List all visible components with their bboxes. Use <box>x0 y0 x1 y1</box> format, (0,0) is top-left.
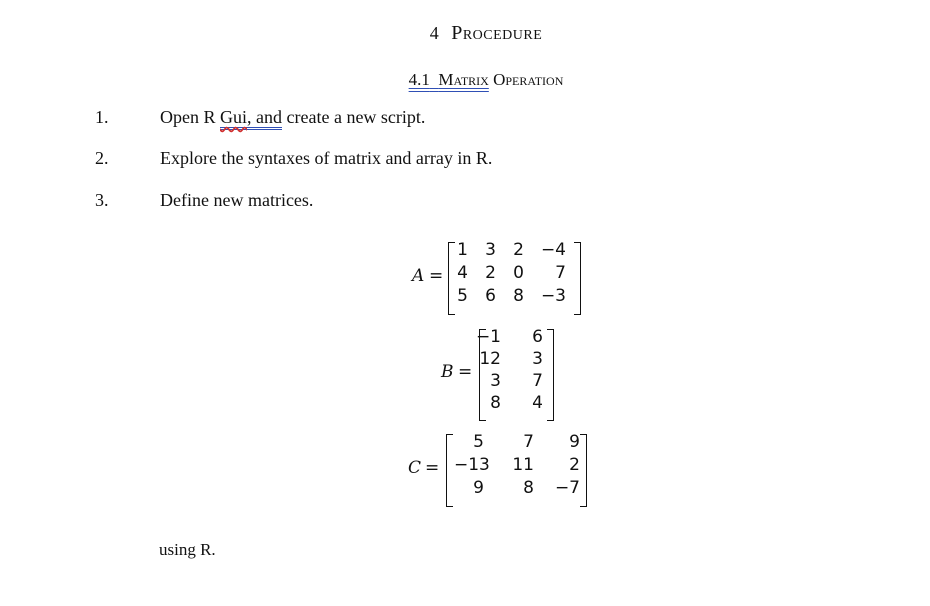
left-bracket <box>446 434 453 507</box>
list-number: 3. <box>95 190 109 210</box>
right-bracket <box>547 329 554 421</box>
matrix-cell: −7 <box>554 478 580 498</box>
section-heading <box>0 22 930 45</box>
subsection-title-lead: Matrix <box>438 70 489 89</box>
right-bracket <box>574 242 581 315</box>
matrix-cell: −3 <box>540 286 566 306</box>
list-text: Explore the syntaxes of matrix and array in R. <box>160 148 493 168</box>
subsection-number: 4.1 <box>408 70 430 89</box>
matrix-cell: 8 <box>490 393 501 413</box>
matrix-cell: 0 <box>513 263 524 283</box>
section-number: 4 <box>429 23 440 43</box>
equals-sign: = <box>425 457 440 478</box>
equals-sign: = <box>458 362 473 382</box>
list-text: Open R Gui, and create a new script. <box>160 107 425 128</box>
matrix-cell: 8 <box>513 286 524 306</box>
matrix-cell: 2 <box>485 263 496 283</box>
matrix-cell: 5 <box>473 432 484 452</box>
list-number: 1. <box>95 107 109 127</box>
matrix-cell: 7 <box>523 432 534 452</box>
list-text: Define new matrices. <box>160 190 314 210</box>
section-title: Procedure <box>451 22 543 44</box>
matrix-cell: 6 <box>485 286 496 306</box>
matrix-cell: 8 <box>523 478 534 498</box>
matrix-cell: −4 <box>540 240 566 260</box>
right-bracket <box>580 434 587 507</box>
matrix-cell: 11 <box>512 455 534 475</box>
matrix-cell: 9 <box>473 478 484 498</box>
matrix-cell: 7 <box>532 371 543 391</box>
matrix-cell: 3 <box>532 349 543 369</box>
matrix-cell: 2 <box>569 455 580 475</box>
subsection-heading <box>0 70 930 90</box>
matrix-cell: 3 <box>485 240 496 260</box>
matrix-cell: 4 <box>532 393 543 413</box>
matrix-label: C <box>408 457 422 478</box>
matrix-cell: 1 <box>457 240 468 260</box>
matrix-cell: 4 <box>457 263 468 283</box>
matrix-cell: −13 <box>454 455 490 475</box>
matrix-label: B <box>441 362 454 382</box>
matrix-cell: 7 <box>555 263 566 283</box>
grammar-flagged-text: , and <box>247 107 282 130</box>
matrix-cell: 6 <box>532 327 543 347</box>
matrix-cell: 9 <box>569 432 580 452</box>
matrix-label: A <box>412 265 425 286</box>
matrix-cell: −1 <box>475 327 501 347</box>
equals-sign: = <box>429 265 444 286</box>
matrix-cell: 3 <box>490 371 501 391</box>
spell-flagged-word: Gui <box>220 107 247 130</box>
matrix-cell: 5 <box>457 286 468 306</box>
closing-text: using R. <box>159 540 216 559</box>
matrix-cell: 12 <box>479 349 501 369</box>
matrix-cell: 2 <box>513 240 524 260</box>
list-number: 2. <box>95 148 109 168</box>
subsection-title-rest: Operation <box>493 70 564 89</box>
